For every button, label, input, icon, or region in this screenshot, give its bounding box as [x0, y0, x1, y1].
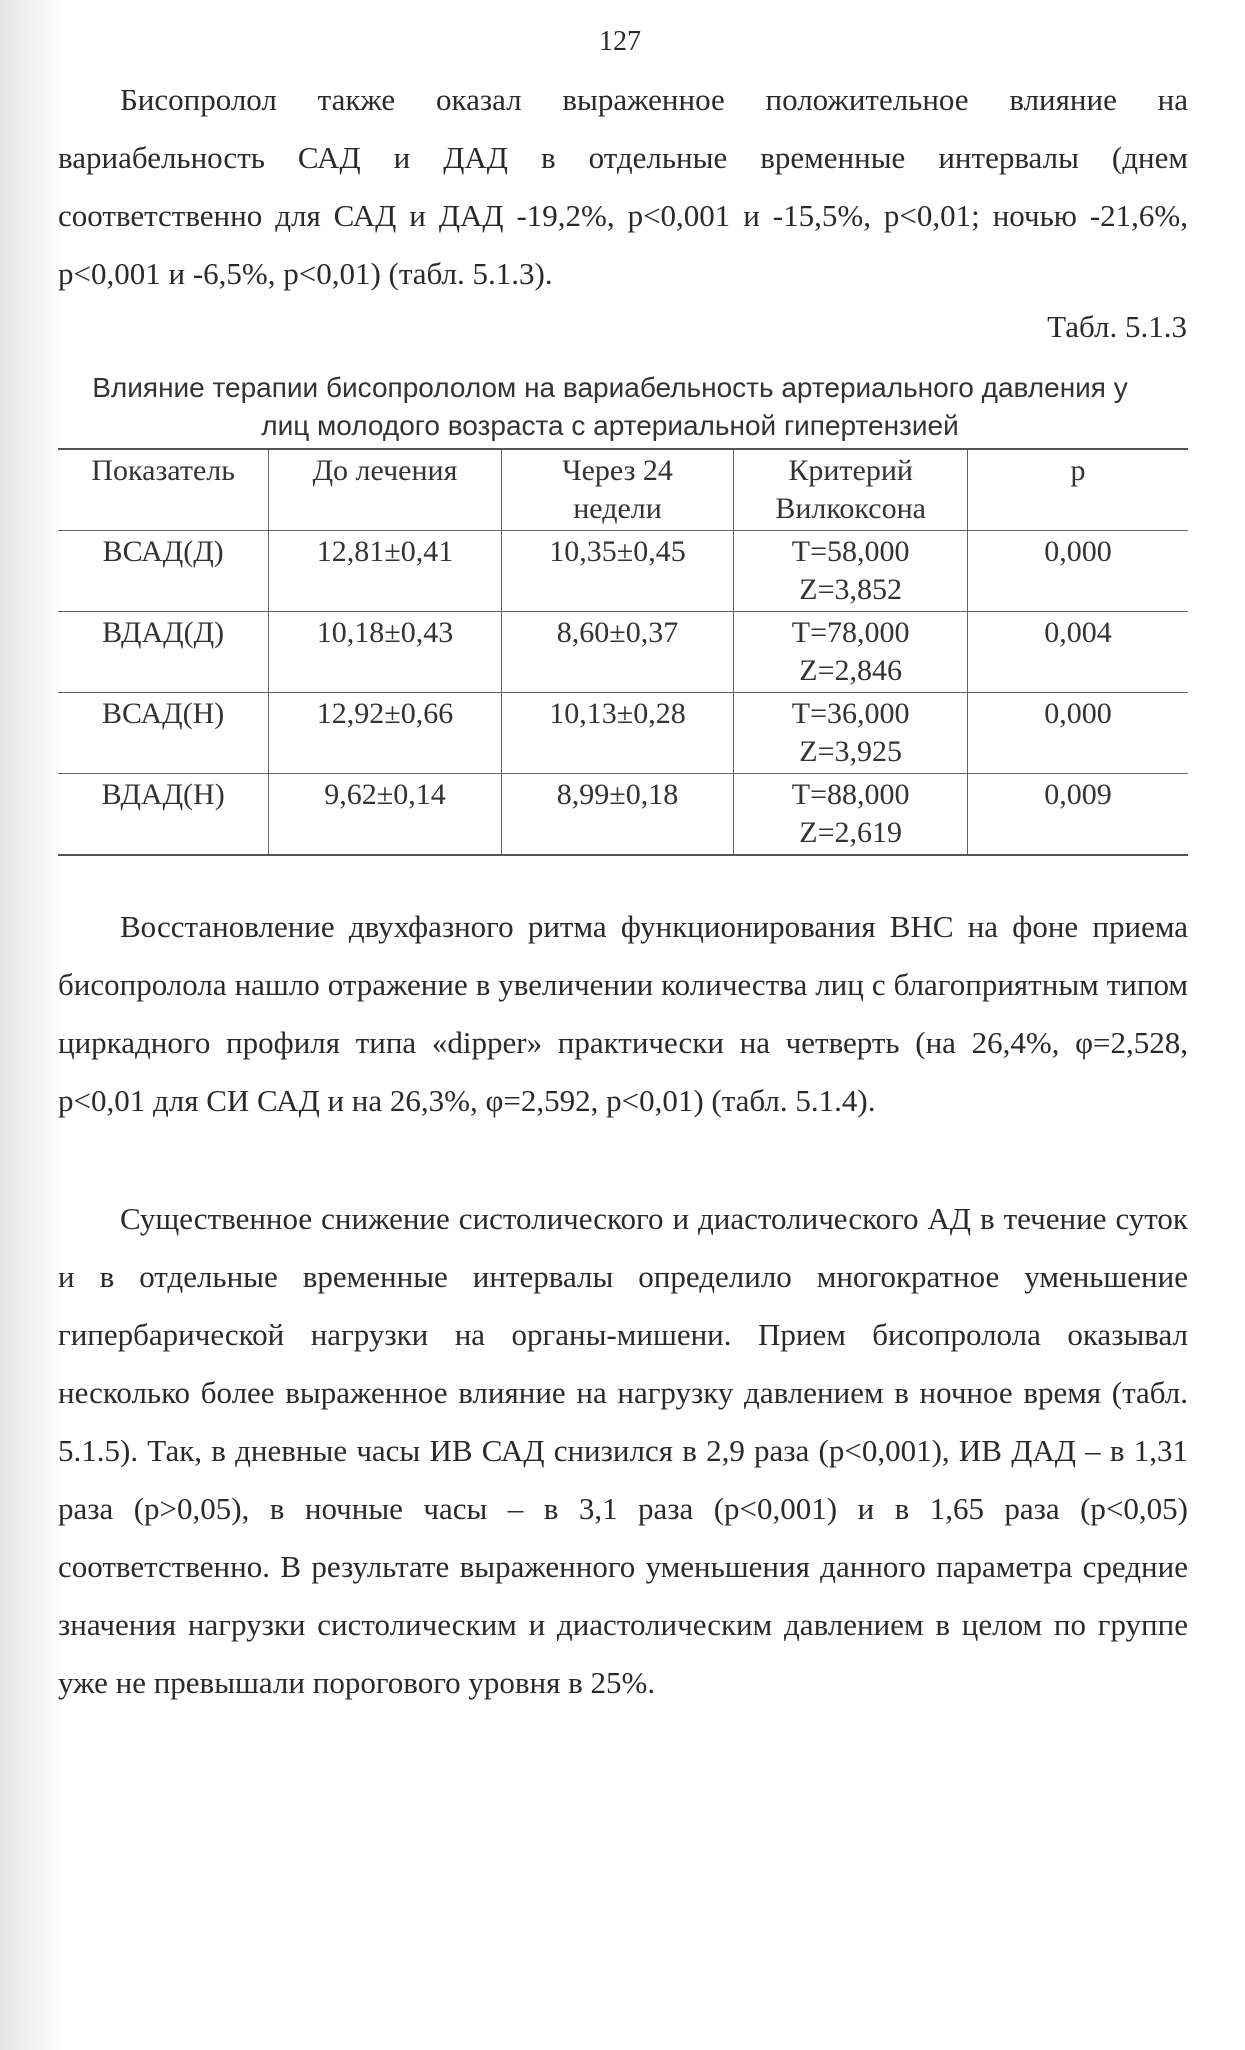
cell-criterion: [734, 612, 968, 693]
cell-before: 12,81±0,41: [269, 531, 502, 612]
cell-after: 10,13±0,28: [501, 693, 734, 774]
table-row: [58, 612, 1188, 693]
cell-z-value: Z=3,925: [799, 735, 903, 768]
header-criterion: [734, 449, 968, 531]
cell-t-value: Т=88,000: [791, 778, 910, 811]
table-caption: Влияние терапии бисопрололом на вариабельность артериального давления у лиц молодого возраста с артериальной гипертензией: [92, 372, 1128, 441]
header-after-line2: недели: [573, 492, 662, 525]
page-number: 127: [599, 26, 641, 57]
cell-before: 12,92±0,66: [269, 693, 502, 774]
cell-criterion: [734, 774, 968, 856]
header-after-line1: Через 24: [562, 454, 673, 487]
header-criterion-line2: Вилкоксона: [775, 492, 926, 525]
cell-indicator: ВСАД(Н): [58, 693, 269, 774]
table-row: [58, 774, 1188, 856]
cell-indicator: ВДАД(Д): [58, 612, 269, 693]
header-before: До лечения: [269, 449, 502, 531]
cell-criterion: [734, 693, 968, 774]
cell-after: 10,35±0,45: [501, 531, 734, 612]
cell-p: 0,000: [968, 531, 1188, 612]
table-label: Табл. 5.1.3: [1047, 309, 1187, 344]
header-criterion-line1: Критерий: [788, 454, 913, 487]
cell-after: 8,99±0,18: [501, 774, 734, 856]
table-row: [58, 531, 1188, 612]
table-header-row: [58, 449, 1188, 531]
cell-indicator: ВСАД(Д): [58, 531, 269, 612]
cell-indicator: ВДАД(Н): [58, 774, 269, 856]
scan-shadow: [0, 0, 62, 2050]
cell-p: 0,009: [968, 774, 1188, 856]
cell-z-value: Z=2,846: [799, 654, 903, 687]
header-after: [501, 449, 734, 531]
header-indicator: Показатель: [58, 449, 269, 531]
cell-z-value: Z=2,619: [799, 816, 903, 849]
data-table: [58, 448, 1188, 856]
cell-criterion: [734, 531, 968, 612]
cell-z-value: Z=3,852: [799, 573, 903, 606]
cell-t-value: Т=36,000: [791, 697, 910, 730]
cell-t-value: Т=58,000: [791, 535, 910, 568]
paragraph-3: Существенное снижение систолического и диастолического АД в течение суток и в отдельные временные интервалы определило многократное уменьшение гипербарической нагрузки на органы-мишени. Прием бисопролола оказывал несколько более выраженное влияние на нагрузку давлением в ночное время (табл. 5.1.5). Так, в дневные часы ИВ САД снизился в 2,9 раза (р<0,001), ИВ ДАД – в 1,31 раза (р>0,05), в ночные часы – в 3,1 раза (р<0,001) и в 1,65 раза (р<0,05) соответственно. В результате выраженного уменьшения данного параметра средние значения нагрузки систолическим и диастолическим давлением в целом по группе уже не превышали порогового уровня в 25%.: [58, 1201, 1188, 1700]
cell-after: 8,60±0,37: [501, 612, 734, 693]
header-p: р: [968, 449, 1188, 531]
paragraph-2: Восстановление двухфазного ритма функционирования ВНС на фоне приема бисопролола нашло отражение в увеличении количества лиц с благоприятным типом циркадного профиля типа «dipper» практически на четверть (на 26,4%, φ=2,528, р<0,01 для СИ САД и на 26,3%, φ=2,592, р<0,01) (табл. 5.1.4).: [58, 909, 1188, 1118]
table-row: [58, 693, 1188, 774]
cell-p: 0,000: [968, 693, 1188, 774]
cell-before: 10,18±0,43: [269, 612, 502, 693]
paragraph-1: Бисопролол также оказал выраженное положительное влияние на вариабельность САД и ДАД в отдельные временные интервалы (днем соответственно для САД и ДАД -19,2%, р<0,001 и -15,5%, р<0,01; ночью -21,6%, р<0,001 и -6,5%, р<0,01) (табл. 5.1.3).: [58, 82, 1188, 291]
cell-before: 9,62±0,14: [269, 774, 502, 856]
cell-p: 0,004: [968, 612, 1188, 693]
cell-t-value: Т=78,000: [791, 616, 910, 649]
